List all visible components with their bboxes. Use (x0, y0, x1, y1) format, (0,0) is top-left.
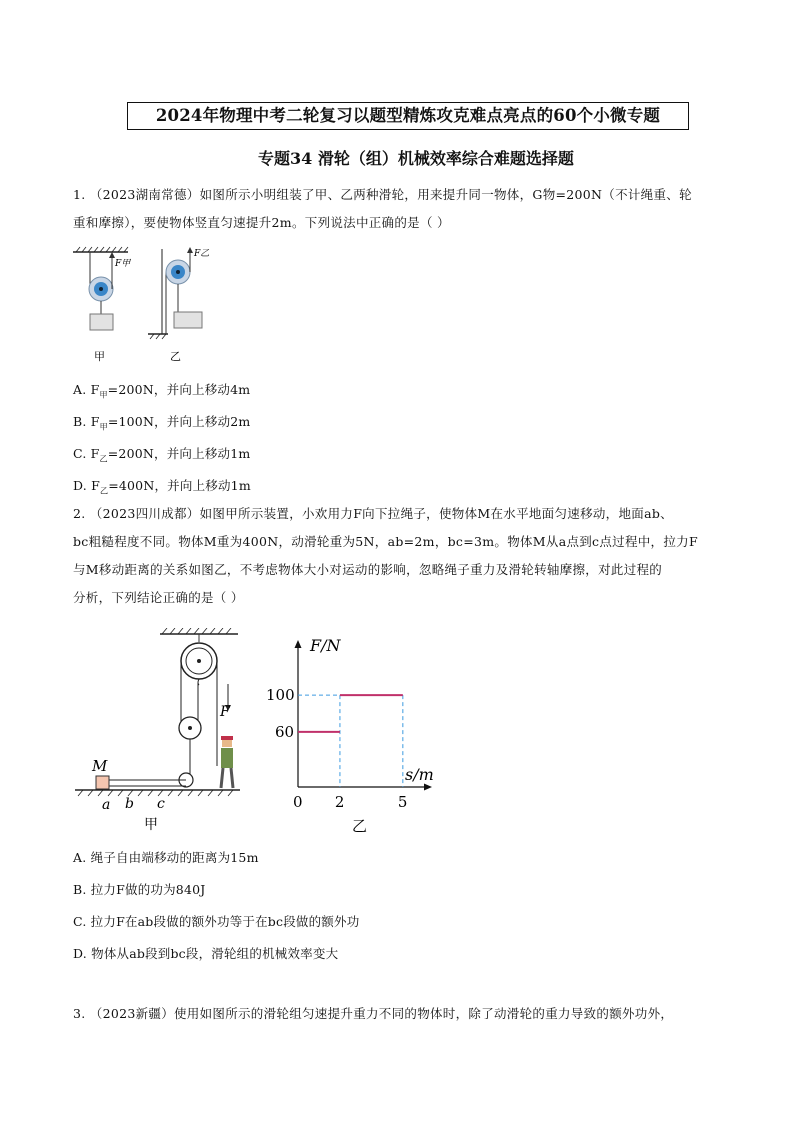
q1-figure (68, 244, 228, 366)
q2-line: bc粗糙程度不同。物体M重为400N，动滑轮重为5N，ab=2m，bc=3m。物体M从a点到c点过程中，拉力F (73, 534, 698, 549)
q2-stem (73, 500, 733, 612)
y-axis-label: F/N (310, 636, 341, 655)
q1-option: C. $F_乙=200N$，并向上移动1m (73, 446, 251, 464)
q2-option: D. 物体从ab段到bc段，滑轮组的机械效率变大 (73, 946, 339, 961)
q3-line: 3. （2023新疆）使用如图所示的滑轮组匀速提升重力不同的物体时，除了动滑轮的重力导致的额外功外， (73, 1006, 674, 1021)
q2-line: 2. （2023四川成都）如图甲所示装置，小欢用力F向下拉绳子，使物体M在水平地面匀速移动，地面ab、 (73, 506, 673, 521)
figure-label-jia: 甲 (144, 817, 158, 833)
q1-stem (73, 181, 733, 237)
q2-option: B. 拉力F做的功为840J (73, 882, 206, 897)
y-axis-arrow (295, 640, 302, 648)
q2-option: A. 绳子自由端移动的距离为15m (73, 850, 259, 865)
object-M-label: M (92, 757, 108, 775)
x-tick-label: 5 (397, 793, 408, 811)
q2-line: 与M移动距离的关系如图乙，不考虑物体大小对运动的影响，忽略绳子重力及滑轮转轴摩擦，对此过程的 (73, 562, 663, 577)
q2-option: C. 拉力F在ab段做的额外功等于在bc段做的额外功 (73, 914, 360, 929)
topic-title: 专题34 滑轮（组）机械效率综合难题选择题 (258, 149, 574, 168)
y-tick-label: 100 (266, 686, 295, 705)
q1-line: 重和摩擦），要使物体竖直匀速提升2m。下列说法中正确的是（ ） (73, 215, 450, 230)
force-yi-label: F乙 (194, 249, 210, 259)
x-tick-label: 2 (334, 793, 345, 811)
figure-label-yi: 乙 (170, 350, 181, 363)
q1-line: 1. （2023湖南常德）如图所示小明组装了甲、乙两种滑轮，用来提升同一物体，G物=200N（不计绳重、轮 (73, 187, 692, 202)
force-F-label: F (220, 704, 230, 720)
y-tick-label: 60 (275, 722, 295, 741)
x-axis-arrow (424, 784, 432, 791)
q1-option: D. $F_乙=400N$，并向上移动1m (73, 478, 251, 496)
point-b-label: b (125, 796, 134, 812)
x-axis-label: s/m (405, 765, 434, 784)
q1-option: A. $F_甲=200N$，并向上移动4m (73, 382, 251, 400)
q3-stem (73, 1000, 753, 1028)
chart-caption: 乙 (352, 817, 368, 835)
q2-line: 分析，下列结论正确的是（ ） (73, 590, 244, 605)
q2-chart (260, 630, 450, 835)
figure-label-jia: 甲 (94, 350, 105, 363)
force-jia-label: F甲 (115, 259, 131, 269)
q2-figure-jia (70, 628, 250, 833)
q1-option: B. $F_甲=100N$，并向上移动2m (73, 414, 251, 432)
point-c-label: c (157, 796, 165, 812)
series-title: 2024年物理中考二轮复习以题型精炼攻克难点亮点的60个小微专题 (127, 102, 689, 130)
point-a-label: a (102, 797, 111, 813)
x-tick-label: 0 (293, 793, 303, 811)
